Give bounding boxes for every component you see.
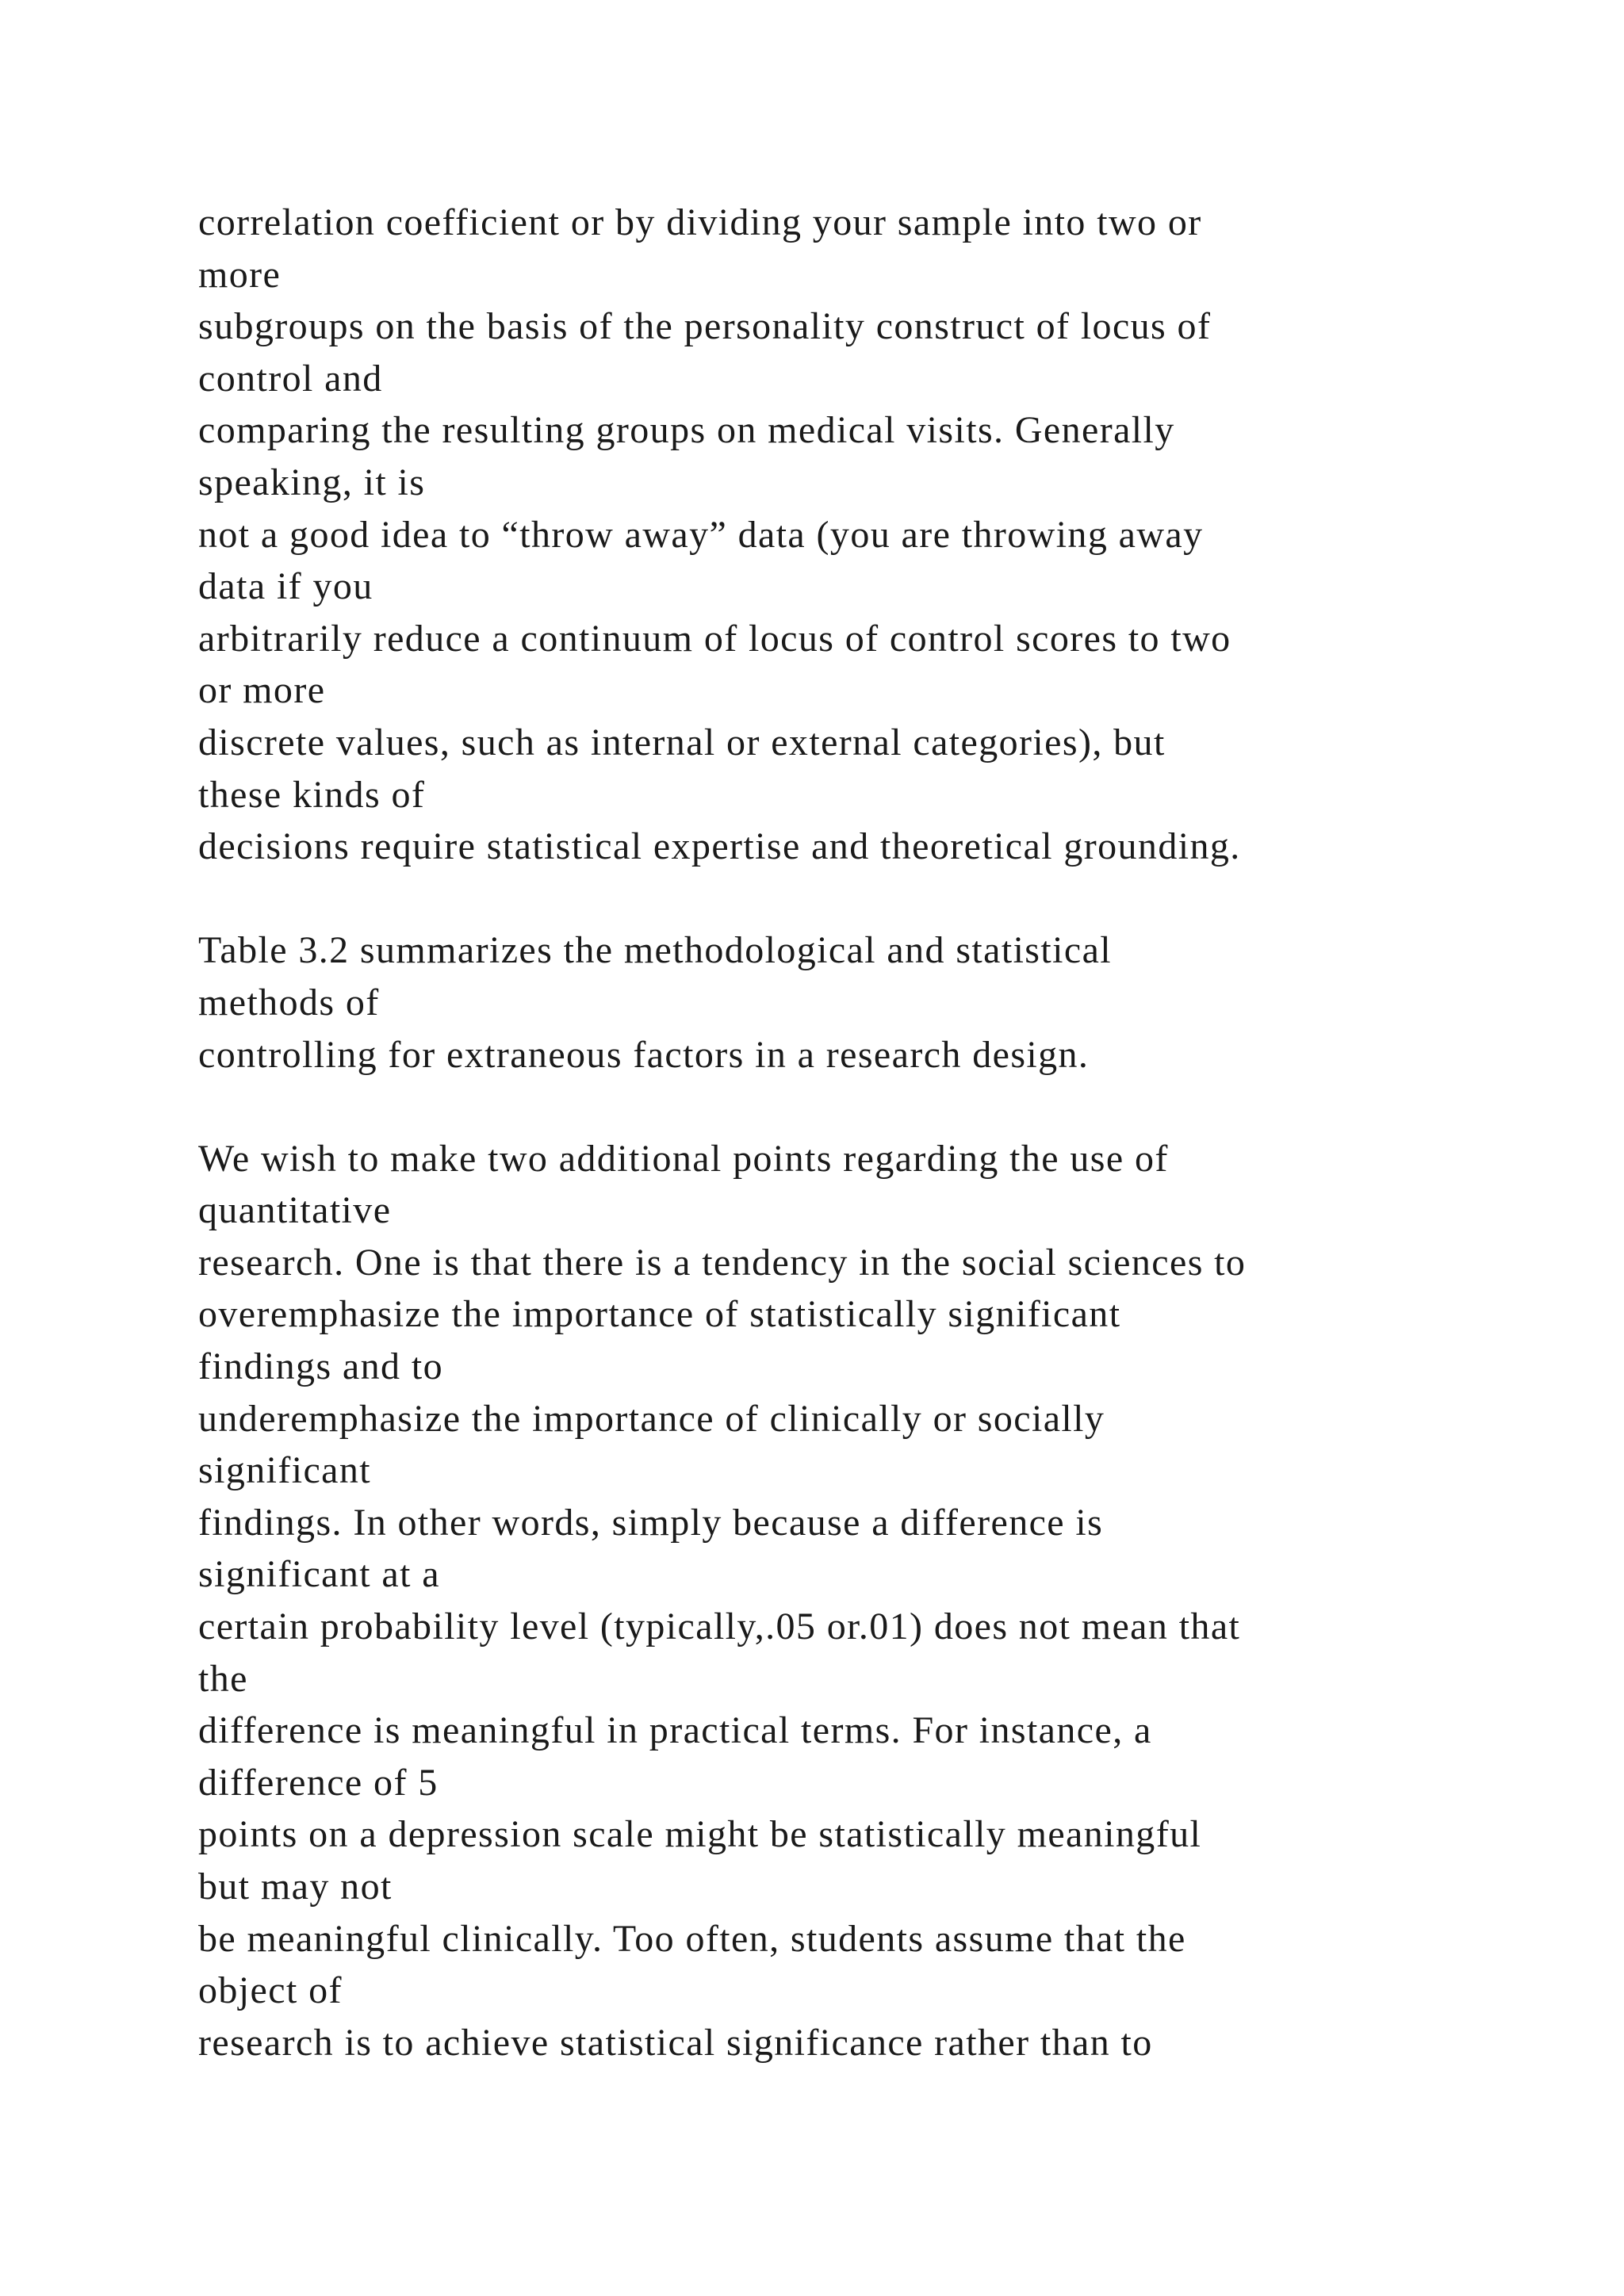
text-line: decisions require statistical expertise and theoretical grounding.: [198, 825, 1241, 868]
text-line: the: [198, 1657, 248, 1700]
text-line: significant at a: [198, 1553, 440, 1596]
text-line: points on a depression scale might be statistically meaningful: [198, 1813, 1202, 1856]
text-line: controlling for extraneous factors in a research design.: [198, 1033, 1090, 1076]
text-line: difference of 5: [198, 1761, 439, 1804]
paragraph-break: [198, 1081, 1546, 1133]
text-line: research is to achieve statistical significance rather than to: [198, 2021, 1153, 2064]
text-line: speaking, it is: [198, 461, 426, 503]
text-line: findings. In other words, simply because a difference is: [198, 1501, 1104, 1544]
text-line: control and: [198, 357, 383, 400]
text-line: overemphasize the importance of statistically significant: [198, 1293, 1121, 1336]
text-line: correlation coefficient or by dividing your sample into two or: [198, 201, 1202, 243]
text-line: discrete values, such as internal or external categories), but: [198, 721, 1166, 763]
text-line: be meaningful clinically. Too often, students assume that the: [198, 1917, 1186, 1960]
text-line: subgroups on the basis of the personality construct of locus of: [198, 305, 1212, 348]
text-line: object of: [198, 1969, 343, 2012]
text-line: certain probability level (typically,.05 or.01) does not mean that: [198, 1605, 1241, 1648]
text-line: arbitrarily reduce a continuum of locus of control scores to two: [198, 617, 1231, 660]
text-line: or more: [198, 669, 326, 712]
text-line: comparing the resulting groups on medical visits. Generally: [198, 409, 1175, 452]
text-line: methods of: [198, 981, 380, 1024]
text-line: data if you: [198, 565, 373, 608]
text-line: but may not: [198, 1866, 393, 1908]
text-line: research. One is that there is a tendency in the social sciences to: [198, 1241, 1247, 1284]
text-line: quantitative: [198, 1189, 392, 1232]
body-text: [198, 197, 1546, 2068]
text-line: We wish to make two additional points regarding the use of: [198, 1137, 1169, 1180]
text-line: significant: [198, 1449, 372, 1492]
text-line: underemphasize the importance of clinically or socially: [198, 1397, 1105, 1440]
text-line: not a good idea to “throw away” data (you are throwing away: [198, 513, 1204, 556]
text-line: Table 3.2 summarizes the methodological and statistical: [198, 929, 1113, 972]
text-line: findings and to: [198, 1345, 443, 1388]
text-line: difference is meaningful in practical terms. For instance, a: [198, 1709, 1152, 1752]
text-line: more: [198, 253, 282, 296]
paragraph-break: [198, 873, 1546, 925]
text-line: these kinds of: [198, 773, 426, 816]
